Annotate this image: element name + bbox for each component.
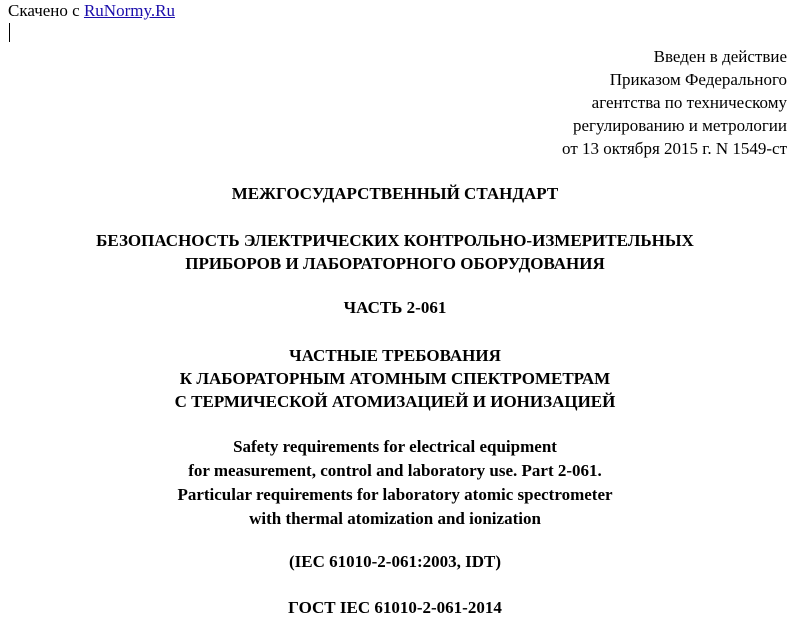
text-cursor [9,23,10,42]
approval-line: Введен в действие [653,47,787,66]
special-requirements-line: С ТЕРМИЧЕСКОЙ АТОМИЗАЦИЕЙ И ИОНИЗАЦИЕЙ [174,392,616,411]
approval-block [562,45,787,160]
english-title-line: Safety requirements for electrical equipment [233,437,557,456]
special-requirements-heading [0,344,790,413]
source-link[interactable]: RuNormy.Ru [83,1,175,20]
standard-type-heading: МЕЖГОСУДАРСТВЕННЫЙ СТАНДАРТ [231,184,559,203]
document-title-line: ПРИБОРОВ И ЛАБОРАТОРНОГО ОБОРУДОВАНИЯ [185,254,605,273]
special-requirements-line: К ЛАБОРАТОРНЫМ АТОМНЫМ СПЕКТРОМЕТРАМ [179,369,611,388]
approval-line: Приказом Федерального [609,70,787,89]
approval-line: от 13 октября 2015 г. N 1549-ст [562,139,787,158]
document-title [0,229,790,275]
special-requirements-line: ЧАСТНЫЕ ТРЕБОВАНИЯ [289,346,501,365]
part-heading: ЧАСТЬ 2-061 [343,298,447,317]
approval-line: агентства по техническому [591,93,787,112]
gost-designation: ГОСТ IEC 61010-2-061-2014 [288,598,502,617]
source-line [8,0,175,22]
english-title [0,435,790,531]
iec-reference: (IEC 61010-2-061:2003, IDT) [288,552,502,571]
approval-line: регулированию и метрологии [572,116,787,135]
english-title-line: Particular requirements for laboratory atomic spectrometer [177,485,613,504]
english-title-line: for measurement, control and laboratory use. Part 2-061. [188,461,602,480]
source-prefix: Скачено с [8,1,84,20]
english-title-line: with thermal atomization and ionization [249,509,541,528]
document-title-line: БЕЗОПАСНОСТЬ ЭЛЕКТРИЧЕСКИХ КОНТРОЛЬНО-ИЗМЕРИТЕЛЬНЫХ [96,231,694,250]
